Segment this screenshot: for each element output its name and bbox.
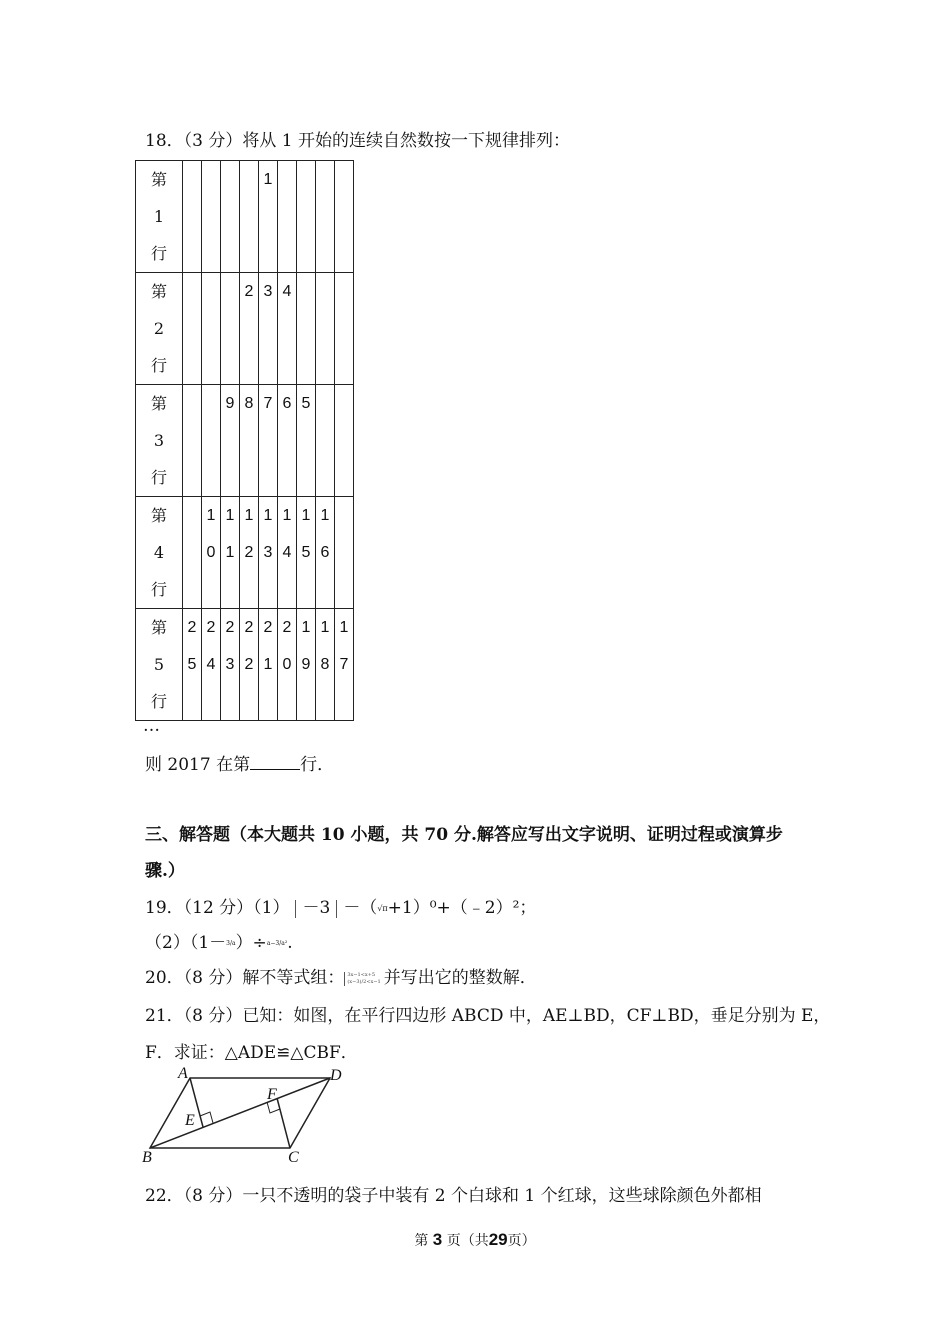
row-label-char: 第: [150, 282, 167, 301]
sqrt-pi: √π: [377, 904, 388, 913]
q18-question: [145, 750, 334, 775]
abs-bar-right: [336, 900, 337, 918]
cell-digit: 1: [301, 507, 311, 524]
cell-digit: 1: [263, 656, 273, 673]
cell-digit: 3: [263, 283, 273, 300]
table-cell: [259, 161, 278, 273]
row-label-char: 2: [153, 319, 165, 338]
table-row: [136, 609, 354, 721]
cell-digit: 1: [339, 619, 349, 636]
cell-digit: 2: [244, 619, 254, 636]
table-cell: [335, 609, 354, 721]
cell-digit: 6: [282, 395, 292, 412]
table-row: [136, 385, 354, 497]
cell-digit: 9: [225, 395, 235, 412]
cell-digit: 0: [282, 656, 292, 673]
table-cell: [316, 161, 335, 273]
q20-text: [145, 963, 537, 988]
table-cell: [278, 385, 297, 497]
row-label: [136, 385, 183, 497]
table-cell: [316, 609, 335, 721]
q18-question-after: 行．: [300, 755, 335, 775]
table-cell: [297, 161, 316, 273]
row-label-char: 4: [153, 543, 165, 562]
row-label: [136, 497, 183, 609]
abs-bar-left: [295, 900, 296, 918]
table-cell: [221, 497, 240, 609]
table-cell: [259, 497, 278, 609]
cell-digit: 2: [282, 619, 292, 636]
label-a: A: [178, 1066, 188, 1082]
table-cell: [183, 161, 202, 273]
label-c: C: [288, 1149, 299, 1166]
table-cell: [202, 609, 221, 721]
table-cell: [297, 609, 316, 721]
table-cell: [297, 497, 316, 609]
answer-blank: [250, 755, 300, 770]
table-cell: [183, 273, 202, 385]
table-cell: [202, 273, 221, 385]
cell-digit: 1: [320, 619, 330, 636]
row-label-char: 第: [150, 618, 167, 637]
row-label-char: 第: [150, 170, 167, 189]
row-label-char: 5: [153, 655, 165, 674]
q19-part2-b: ）÷: [235, 933, 267, 953]
table-cell: [259, 273, 278, 385]
q19-part1-a: 19．（12 分）（1）: [145, 898, 290, 918]
cell-digit: 7: [263, 395, 273, 412]
table-cell: [278, 273, 297, 385]
label-d: D: [330, 1067, 342, 1084]
cell-digit: 4: [282, 544, 292, 561]
table-row: [136, 273, 354, 385]
table-cell: [240, 273, 259, 385]
table-cell: [316, 385, 335, 497]
cell-digit: 1: [206, 507, 216, 524]
cell-digit: 2: [244, 544, 254, 561]
table-cell: [335, 385, 354, 497]
table-cell: [335, 497, 354, 609]
cell-digit: 2: [244, 283, 254, 300]
row-label-char: 行: [150, 356, 167, 375]
q21-line1: 21．（8 分）已知：如图，在平行四边形 ABCD 中，AE⊥BD，CF⊥BD，垂足分别为 E，: [145, 1006, 831, 1026]
footer-suffix: 页）: [507, 1233, 536, 1249]
cell-digit: 1: [263, 507, 273, 524]
table-row: [136, 161, 354, 273]
inequality-1: 3x−1<x+5: [347, 971, 376, 978]
section3-heading-line1: 三、解答题（本大题共 10 小题，共 70 分.解答应写出文字说明、证明过程或演算步: [145, 825, 783, 845]
inequality-2: (x−3)/2<x−1: [347, 978, 381, 985]
table-cell: [183, 385, 202, 497]
table-cell: [278, 161, 297, 273]
q22-line1: 22．（8 分）一只不透明的袋子中装有 2 个白球和 1 个红球，这些球除颜色外都相: [145, 1186, 762, 1206]
cell-digit: 1: [301, 619, 311, 636]
cell-digit: 4: [282, 283, 292, 300]
cell-digit: 2: [225, 619, 235, 636]
cell-digit: 5: [301, 395, 311, 412]
table-cell: [202, 385, 221, 497]
q20-before: 20．（8 分）解不等式组：: [145, 968, 345, 988]
table-cell: [221, 385, 240, 497]
table-cell: [316, 273, 335, 385]
cell-digit: 1: [225, 507, 235, 524]
row-label: [136, 609, 183, 721]
table-cell: [240, 609, 259, 721]
q18-question-before: 则 2017 在第: [145, 755, 251, 775]
q19-part1-b: －3: [302, 898, 331, 918]
fraction-3-over-a: 3/a: [226, 939, 236, 947]
table-cell: [221, 273, 240, 385]
segment-cf: [277, 1098, 290, 1148]
parallelogram-figure: [140, 1066, 360, 1166]
table-row: [136, 497, 354, 609]
table-cell: [221, 609, 240, 721]
cell-digit: 5: [301, 544, 311, 561]
table-cell: [183, 609, 202, 721]
footer-middle: 页（共: [446, 1233, 489, 1249]
row-label-char: 行: [150, 244, 167, 263]
cell-digit: 7: [339, 656, 349, 673]
cell-digit: 1: [244, 507, 254, 524]
row-label-char: 第: [150, 506, 167, 525]
q19-part1-d: +1）⁰+（﹣2）²；: [387, 898, 537, 918]
table-cell: [202, 497, 221, 609]
label-b: B: [142, 1149, 152, 1166]
row-label-char: 行: [150, 580, 167, 599]
row-label-char: 3: [153, 431, 165, 450]
diagonal-bd: [150, 1078, 330, 1148]
cell-digit: 2: [187, 619, 197, 636]
table-cell: [335, 161, 354, 273]
cell-digit: 3: [263, 544, 273, 561]
row-label-char: 行: [150, 468, 167, 487]
cell-digit: 1: [225, 544, 235, 561]
q18-prompt: 18．（3 分）将从 1 开始的连续自然数按一下规律排列：: [145, 131, 570, 151]
cell-digit: 8: [244, 395, 254, 412]
cell-digit: 2: [263, 619, 273, 636]
cell-digit: 2: [206, 619, 216, 636]
fraction-a-minus-3-over-a-squared: a−3/a²: [266, 939, 288, 947]
table-cell: [240, 161, 259, 273]
section3-heading-line2: 骤.）: [145, 861, 185, 881]
inequality-system: [344, 972, 380, 986]
label-f: F: [267, 1086, 277, 1103]
table-cell: [259, 385, 278, 497]
row-label-char: 1: [153, 207, 165, 226]
cell-digit: 5: [187, 656, 197, 673]
table-cell: [278, 609, 297, 721]
q19-part2-c: .: [287, 933, 293, 953]
table-cell: [183, 497, 202, 609]
row-label: [136, 161, 183, 273]
footer-page-number: 3: [432, 1230, 443, 1249]
q19-part1: [145, 893, 536, 918]
table-cell: [297, 273, 316, 385]
q20-after: 并写出它的整数解．: [383, 968, 537, 988]
table-ellipsis: …: [143, 716, 160, 736]
table-cell: [316, 497, 335, 609]
cell-digit: 3: [225, 656, 235, 673]
table-cell: [240, 497, 259, 609]
cell-digit: 1: [282, 507, 292, 524]
number-pattern-table: [135, 160, 354, 721]
cell-digit: 2: [244, 656, 254, 673]
cell-digit: 4: [206, 656, 216, 673]
footer-total-pages: 29: [488, 1230, 508, 1249]
table-cell: [278, 497, 297, 609]
q21-line2: F．求证：△ADE≌△CBF．: [145, 1043, 358, 1063]
page-footer: [0, 1230, 950, 1250]
cell-digit: 1: [263, 171, 273, 188]
row-label-char: 行: [150, 692, 167, 711]
cell-digit: 6: [320, 544, 330, 561]
q19-part2: [145, 928, 293, 953]
q19-part2-a: （2）（1－: [145, 933, 227, 953]
q19-part1-c: －（: [343, 898, 378, 918]
cell-digit: 1: [320, 507, 330, 524]
footer-prefix: 第: [414, 1233, 429, 1249]
row-label-char: 第: [150, 394, 167, 413]
table-cell: [240, 385, 259, 497]
table-cell: [221, 161, 240, 273]
row-label: [136, 273, 183, 385]
cell-digit: 0: [206, 544, 216, 561]
table-cell: [297, 385, 316, 497]
table-cell: [202, 161, 221, 273]
table-cell: [335, 273, 354, 385]
cell-digit: 8: [320, 656, 330, 673]
label-e: E: [185, 1112, 195, 1129]
table-cell: [259, 609, 278, 721]
cell-digit: 9: [301, 656, 311, 673]
